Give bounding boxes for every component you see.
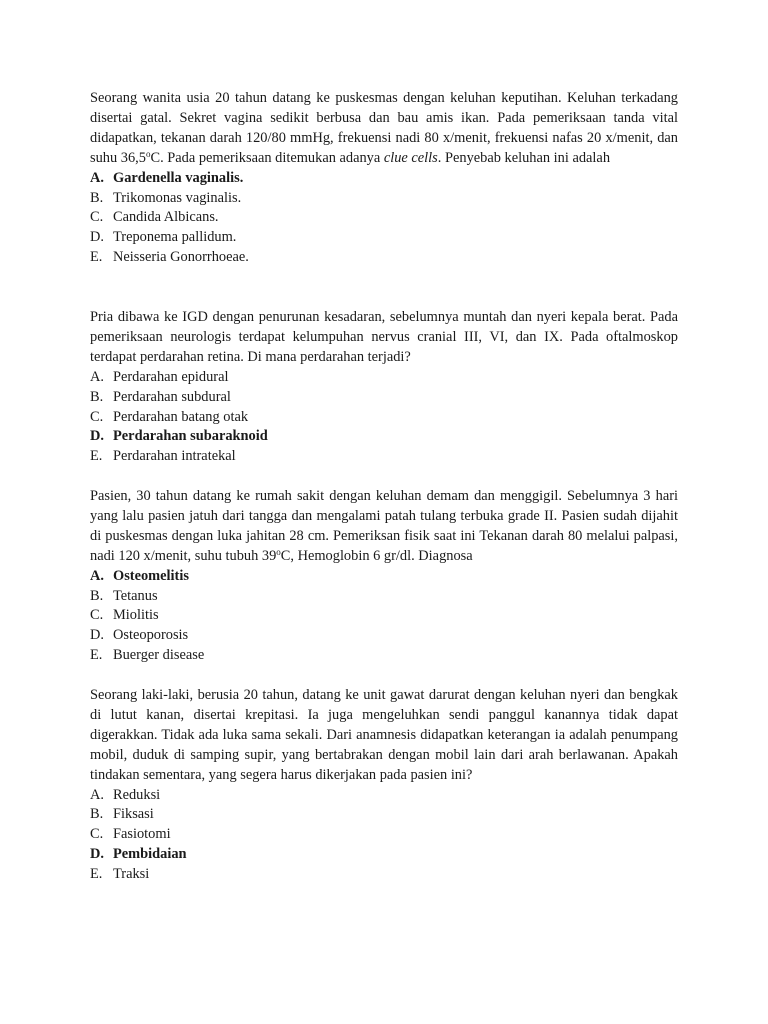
option-text: Miolitis: [113, 607, 159, 624]
option-text: Osteoporosis: [113, 627, 189, 644]
option-text: Traksi: [113, 866, 150, 883]
option-c: [90, 408, 678, 428]
option-a: [90, 567, 678, 587]
option-letter: B.: [90, 806, 104, 823]
option-letter: D.: [90, 428, 104, 445]
question-stem: Seorang laki-laki, berusia 20 tahun, datang ke unit gawat darurat dengan keluhan nyeri dan bengkak di lutut kanan, disertai krepitasi. Ia juga mengeluhkan sendi panggul kanannya tidak dapat digerakkan. Tidak ada luka sama sekali. Dari anamnesis didapatkan keterangan ia adalah penumpang mobil, duduk di samping supir, yang bertabrakan dengan mobil lain dari arah berlawanan. Apakah tindakan sementara, yang segera harus dikerjakan pada pasien ini?: [90, 687, 678, 783]
option-b: [90, 189, 678, 209]
option-letter: D.: [90, 229, 104, 246]
option-text: Perdarahan epidural: [113, 368, 229, 385]
option-text: Buerger disease: [113, 647, 205, 664]
option-text: Gardenella vaginalis.: [113, 169, 244, 186]
option-text: Perdarahan subaraknoid: [113, 428, 268, 445]
option-a: [90, 169, 678, 189]
option-text: Perdarahan subdural: [113, 388, 231, 405]
option-letter: D.: [90, 627, 104, 644]
option-b: [90, 388, 678, 408]
stem-italic-term: clue cells: [383, 149, 438, 166]
option-text: Fasiotomi: [113, 826, 171, 843]
option-d: [90, 427, 678, 447]
question-3: [90, 487, 678, 666]
option-text: Perdarahan batang otak: [113, 408, 249, 425]
option-letter: C.: [90, 826, 104, 843]
option-a: [90, 368, 678, 388]
degree-superscript: o: [145, 148, 151, 159]
option-letter: D.: [90, 846, 104, 863]
option-c: [90, 606, 678, 626]
option-text: Fiksasi: [113, 806, 154, 823]
option-text: Perdarahan intratekal: [113, 448, 236, 465]
option-letter: C.: [90, 607, 104, 624]
option-letter: A.: [90, 567, 104, 584]
option-letter: E.: [90, 866, 103, 883]
option-b: [90, 805, 678, 825]
option-e: [90, 646, 678, 666]
stem-text: Pasien, 30 tahun datang ke rumah sakit dengan keluhan demam dan menggigil. Sebelumnya 3 hari yang lalu pasien jatuh dari tangga dan mengalami patah tulang terbuka grade II. Pasien sudah dijahit di puskesmas dengan luka jahitan 28 cm. Pemeriksan fisik saat ini Tekanan darah 80 melalui palpasi, nadi 120 x/menit, suhu tubuh 39: [90, 488, 678, 564]
option-letter: B.: [90, 587, 104, 604]
option-a: [90, 786, 678, 806]
stem-text: C. Pada pemeriksaan ditemukan adanya: [150, 149, 384, 166]
answer-options: [90, 786, 678, 886]
option-text: Reduksi: [113, 786, 161, 803]
option-d: [90, 626, 678, 646]
option-letter: A.: [90, 368, 104, 385]
question-1: [90, 89, 678, 268]
stem-text: Seorang wanita usia 20 tahun datang ke puskesmas dengan keluhan keputihan. Keluhan terkadang disertai gatal. Sekret vagina sedikit berbusa dan bau amis ikan. Pada pemeriksaan tanda vital didapatkan, tekanan darah 120/80 mmHg, frekuensi nadi 80 x/menit, frekuensi nafas 20 x/menit, dan suhu 36,5: [90, 90, 678, 166]
option-text: Candida Albicans.: [113, 209, 219, 226]
option-letter: E.: [90, 647, 103, 664]
option-letter: C.: [90, 408, 104, 425]
option-text: Neisseria Gonorrhoeae.: [113, 249, 249, 266]
option-letter: E.: [90, 448, 103, 465]
option-text: Pembidaian: [113, 846, 187, 863]
option-letter: B.: [90, 388, 104, 405]
option-letter: C.: [90, 209, 104, 226]
option-letter: B.: [90, 189, 104, 206]
option-letter: E.: [90, 249, 103, 266]
option-text: Osteomelitis: [113, 567, 189, 584]
degree-superscript: o: [276, 546, 281, 557]
option-text: Treponema pallidum.: [113, 229, 237, 246]
option-c: [90, 825, 678, 845]
option-e: [90, 865, 678, 885]
option-letter: A.: [90, 169, 104, 186]
option-c: [90, 208, 678, 228]
question-stem: [90, 487, 678, 567]
option-d: [90, 228, 678, 248]
question-stem: Pria dibawa ke IGD dengan penurunan kesadaran, sebelumnya muntah dan nyeri kepala berat. Pada pemeriksaan neurologis terdapat kelumpuhan nervus cranial III, VI, dan IX. Pada oftalmoskop terdapat perdarahan retina. Di mana perdarahan terjadi?: [90, 309, 678, 365]
option-e: [90, 447, 678, 467]
option-e: [90, 248, 678, 268]
question-stem: [90, 89, 678, 169]
option-text: Tetanus: [113, 587, 158, 604]
question-2: [90, 308, 678, 467]
answer-options: [90, 169, 678, 269]
stem-text: . Penyebab keluhan ini adalah: [437, 149, 611, 166]
answer-options: [90, 368, 678, 468]
option-text: Trikomonas vaginalis.: [113, 189, 242, 206]
answer-options: [90, 567, 678, 667]
option-d: [90, 845, 678, 865]
stem-text: C, Hemoglobin 6 gr/dl. Diagnosa: [280, 547, 473, 564]
option-letter: A.: [90, 786, 104, 803]
option-b: [90, 587, 678, 607]
question-4: [90, 686, 678, 885]
